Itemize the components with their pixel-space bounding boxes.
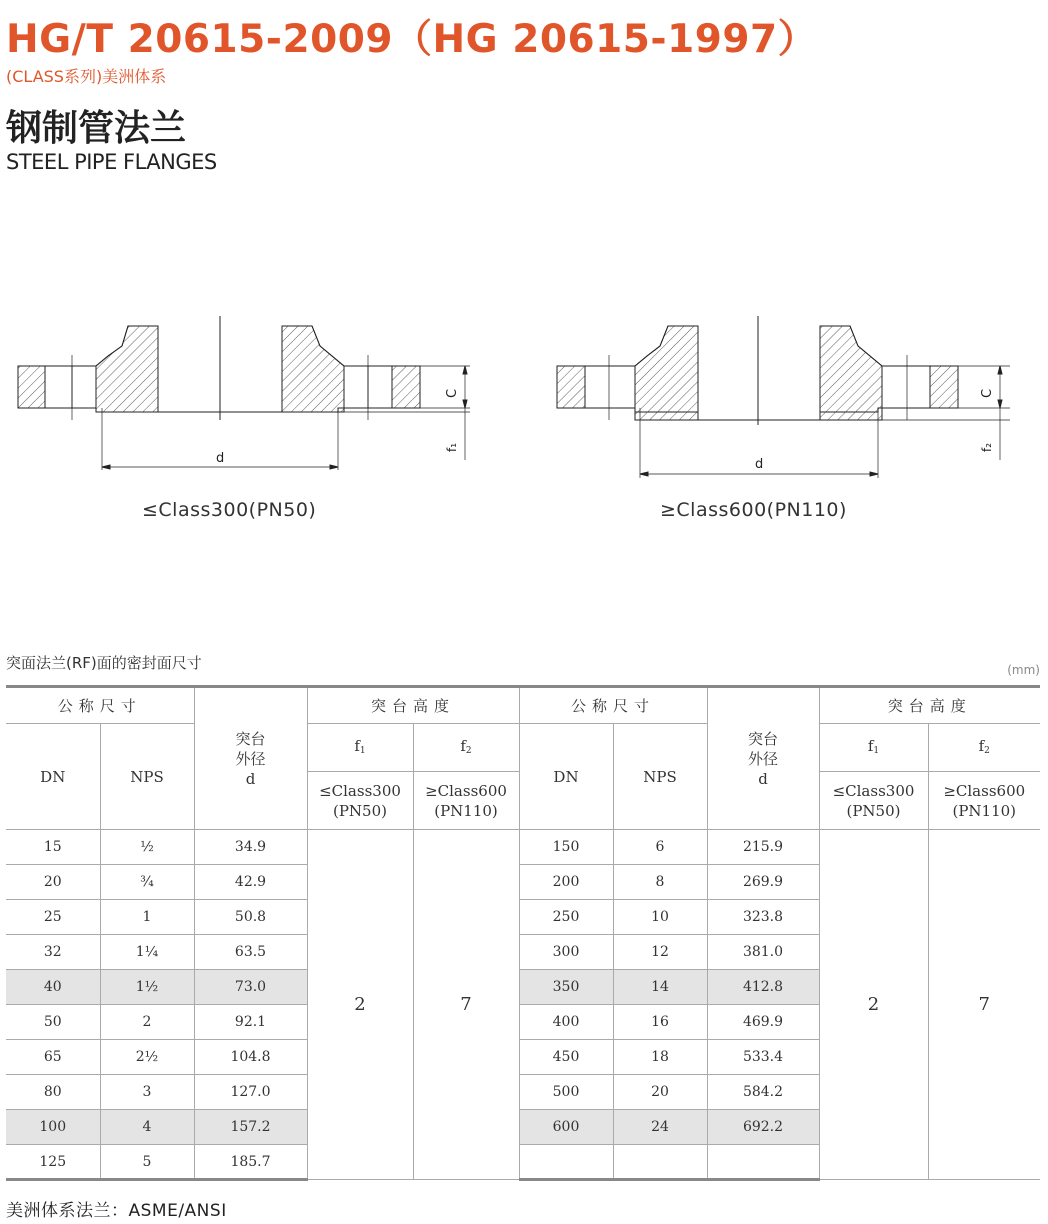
table-row: 80 3 127.0 500 20 584.2 [6, 1075, 1040, 1110]
right-d-label: d [755, 457, 764, 472]
header-face-height-2: 突台高度 [819, 687, 1040, 724]
header-dn-2: DN [519, 724, 613, 830]
table-row: 100 4 157.2 600 24 692.2 [6, 1110, 1040, 1145]
left-f1-value: 2 [307, 830, 413, 1180]
header-f1-class-2: ≤Class300 (PN50) [819, 772, 928, 830]
header-nominal-size-2: 公称尺寸 [519, 687, 707, 724]
dimensions-table [6, 685, 1040, 1181]
header-face-height: 突台高度 [307, 687, 519, 724]
right-f-label: f₂ [980, 442, 994, 452]
table-row: 25 1 50.8 250 10 323.8 [6, 900, 1040, 935]
table-row: 15 ½ 34.9 2 7 150 6 215.9 2 7 [6, 830, 1040, 865]
caption-class300: ≤Class300(PN50) [142, 499, 317, 521]
header-f2-class-2: ≥Class600 (PN110) [928, 772, 1040, 830]
header-nps-2: NPS [613, 724, 707, 830]
header-f2-2: f2 [928, 724, 1040, 772]
right-f2-value: 7 [928, 830, 1040, 1180]
footer-note: 美洲体系法兰：ASME/ANSI [6, 1201, 227, 1221]
flange-drawing-left [18, 316, 470, 470]
table-caption: 突面法兰(RF)面的密封面尺寸 [6, 654, 202, 672]
header-face-diameter: 突台 外径 d [194, 687, 307, 830]
flange-drawing-right [557, 316, 1010, 478]
left-f-label: f₁ [445, 442, 459, 452]
section-title-en: STEEL PIPE FLANGES [6, 150, 217, 174]
table-row: 65 2½ 104.8 450 18 533.4 [6, 1040, 1040, 1075]
header-nominal-size: 公称尺寸 [6, 687, 194, 724]
table-row: 20 ¾ 42.9 200 8 269.9 [6, 865, 1040, 900]
header-f2-class: ≥Class600 (PN110) [413, 772, 519, 830]
right-f1-value: 2 [819, 830, 928, 1180]
header-f1-2: f1 [819, 724, 928, 772]
right-c-label: C [980, 388, 995, 398]
header-f2: f2 [413, 724, 519, 772]
table-row: 40 1½ 73.0 350 14 412.8 [6, 970, 1040, 1005]
header-dn: DN [6, 724, 100, 830]
left-d-label: d [216, 451, 225, 466]
header-nps: NPS [100, 724, 194, 830]
table-row: 125 5 185.7 [6, 1145, 1040, 1180]
header-f1: f1 [307, 724, 413, 772]
header-face-diameter-2: 突台 外径 d [707, 687, 819, 830]
page-subtitle: (CLASS系列)美洲体系 [6, 67, 167, 86]
page-title: HG/T 20615-2009（HG 20615-1997） [6, 17, 818, 62]
left-c-label: C [445, 388, 460, 398]
left-f2-value: 7 [413, 830, 519, 1180]
table-row: 32 1¼ 63.5 300 12 381.0 [6, 935, 1040, 970]
caption-class600: ≥Class600(PN110) [660, 499, 847, 521]
unit-label: (mm) [1007, 663, 1040, 677]
flange-drawings [0, 300, 1048, 490]
header-f1-class: ≤Class300 (PN50) [307, 772, 413, 830]
section-title-zh: 钢制管法兰 [6, 108, 187, 149]
table-row: 50 2 92.1 400 16 469.9 [6, 1005, 1040, 1040]
